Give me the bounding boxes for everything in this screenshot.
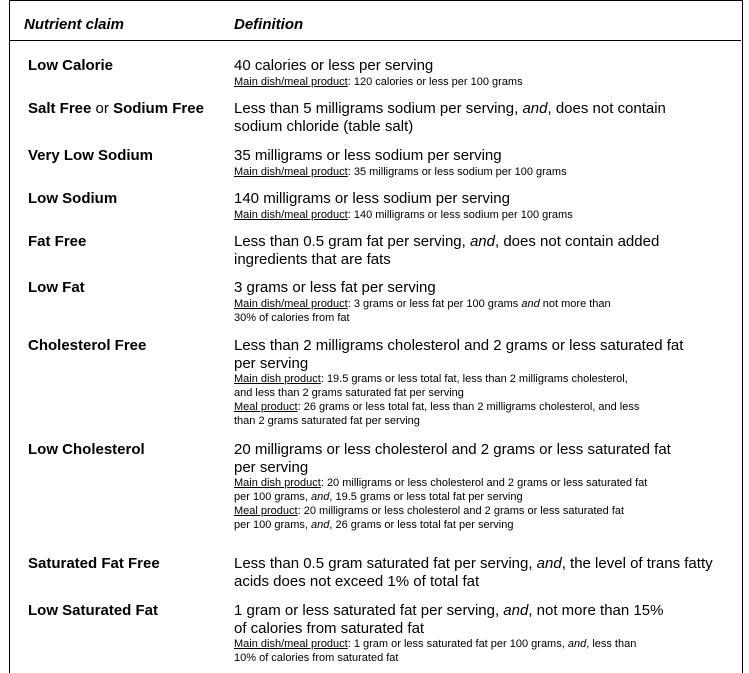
definition-sub: and less than 2 grams saturated fat per serving (234, 387, 464, 399)
definition-sub: 10% of calories from saturated fat (234, 652, 399, 664)
claim-low-calorie: Low Calorie (28, 57, 114, 74)
definition (234, 147, 734, 179)
claim-low-saturated-fat: Low Saturated Fat (28, 602, 159, 619)
definition (234, 100, 734, 135)
definition-sub: Main dish product: 20 milligrams or less cholesterol and 2 grams or less saturated fat (234, 477, 648, 489)
claim-low-sodium: Low Sodium (28, 190, 118, 207)
definition-main: 40 calories or less per serving (234, 57, 434, 74)
definition (234, 233, 734, 268)
definition (234, 602, 734, 665)
definition (234, 441, 734, 532)
claim-cholesterol-free: Cholesterol Free (28, 337, 147, 354)
definition-sub: Main dish product: 19.5 grams or less total fat, less than 2 milligrams cholesterol, (234, 373, 628, 385)
definition (234, 555, 734, 590)
definition-sub: Main dish/meal product: 1 gram or less saturated fat per 100 grams, and, less than (234, 638, 637, 650)
definition-main: 140 milligrams or less sodium per serving (234, 190, 510, 207)
definition-main: Less than 5 milligrams sodium per serving, and, does not contain (234, 100, 666, 117)
table-header (9, 0, 741, 41)
claim-saturated-fat-free: Saturated Fat Free (28, 555, 160, 572)
definition-sub: Main dish/meal product: 35 milligrams or less sodium per 100 grams (234, 165, 567, 178)
header-nutrient-claim: Nutrient claim (24, 16, 125, 33)
definition-main: Less than 2 milligrams cholesterol and 2 grams or less saturated fat (234, 337, 684, 354)
definition-main: Less than 0.5 gram saturated fat per serving, and, the level of trans fatty (234, 555, 713, 572)
definition-main: acids does not exceed 1% of total fat (234, 572, 480, 590)
definition-main: per serving (234, 458, 309, 476)
claim-low-cholesterol: Low Cholesterol (28, 441, 145, 458)
claim-low-fat: Low Fat (28, 279, 85, 296)
definition (234, 190, 734, 222)
definition-sub: 30% of calories from fat (234, 311, 350, 324)
definition-main: 3 grams or less fat per serving (234, 279, 436, 296)
definition-main: 1 gram or less saturated fat per serving, and, not more than 15% (234, 602, 664, 619)
definition-main: ingredients that are fats (234, 250, 391, 268)
definition-sub: Main dish/meal product: 3 grams or less fat per 100 grams and not more than (234, 297, 611, 310)
definition (234, 57, 734, 89)
definition-main: 20 milligrams or less cholesterol and 2 grams or less saturated fat (234, 441, 671, 458)
definition-sub: Meal product: 26 grams or less total fat, less than 2 milligrams cholesterol, and less (234, 401, 640, 413)
definition-sub: per 100 grams, and, 19.5 grams or less total fat per serving (234, 491, 523, 503)
definition-sub: per 100 grams, and, 26 grams or less total fat per serving (234, 519, 514, 531)
definition (234, 279, 734, 325)
claim-salt-free-sodium-free: Salt Free or Sodium Free (28, 100, 204, 117)
definition-main: Less than 0.5 gram fat per serving, and, does not contain added (234, 233, 660, 250)
definition-sub: Main dish/meal product: 120 calories or less per 100 grams (234, 75, 523, 88)
definition-sub: Main dish/meal product: 140 milligrams or less sodium per 100 grams (234, 208, 573, 221)
claim-very-low-sodium: Very Low Sodium (28, 147, 154, 164)
claim-fat-free: Fat Free (28, 233, 87, 250)
header-definition: Definition (234, 16, 304, 33)
sub-label: Main dish/meal product (234, 75, 348, 88)
definition-main: of calories from saturated fat (234, 619, 425, 637)
definition-main: per serving (234, 354, 309, 372)
definition-sub: Meal product: 20 milligrams or less cholesterol and 2 grams or less saturated fat (234, 505, 625, 517)
definition (234, 337, 734, 428)
definition-main: 35 milligrams or less sodium per serving (234, 147, 502, 164)
definition-main: sodium chloride (table salt) (234, 117, 414, 135)
definition-sub: than 2 grams saturated fat per serving (234, 415, 420, 427)
